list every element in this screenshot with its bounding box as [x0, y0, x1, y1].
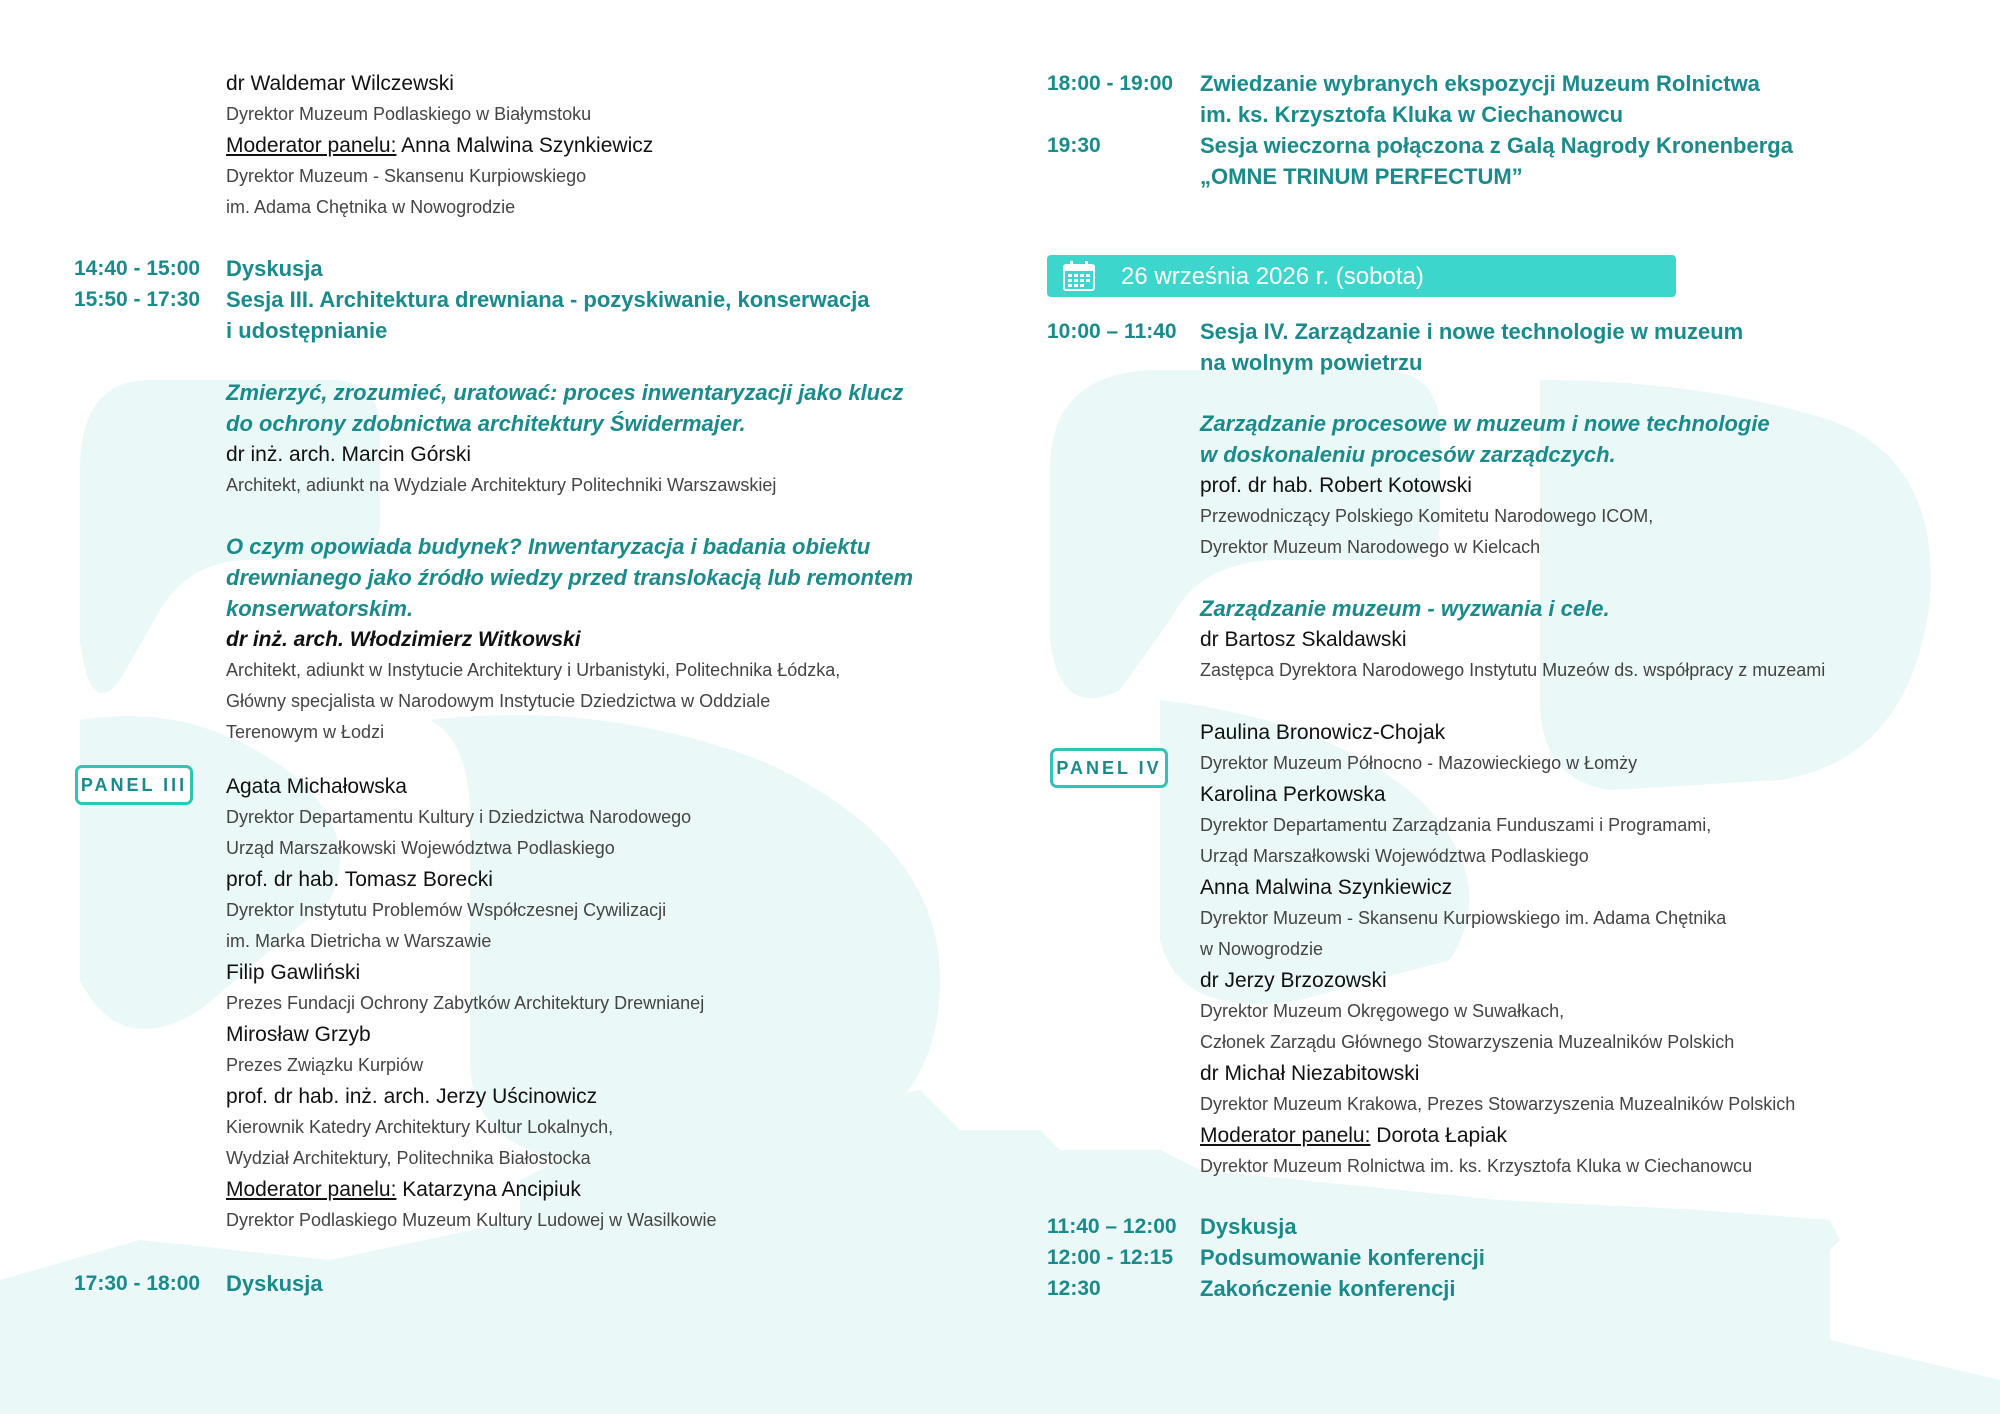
- talk-title-line: konserwatorskim.: [226, 596, 414, 621]
- person-description: Kierownik Katedry Architektury Kultur Lokalnych,: [226, 1117, 614, 1137]
- person-description: Dyrektor Muzeum Krakowa, Prezes Stowarzyszenia Muzealników Polskich: [1200, 1094, 1796, 1114]
- speaker-description: Główny specjalista w Narodowym Instytucie Dziedzictwa w Oddziale: [226, 691, 771, 711]
- talk-title-line: w doskonaleniu procesów zarządczych.: [1200, 442, 1616, 467]
- person-description: Dyrektor Muzeum Podlaskiego w Białymstoku: [226, 104, 592, 124]
- moderator-line: [226, 1174, 986, 1205]
- person-description: Dyrektor Muzeum Północno - Mazowieckiego w Łomży: [1200, 753, 1638, 773]
- panel-iii-badge: PANEL III: [75, 765, 193, 805]
- schedule-time: 10:00 – 11:40: [1047, 320, 1177, 343]
- schedule-time: 17:30 - 18:00: [74, 1272, 201, 1295]
- talk-title-line: Zarządzanie muzeum - wyzwania i cele.: [1200, 596, 1610, 621]
- schedule-time: 12:00 - 12:15: [1047, 1246, 1174, 1269]
- person-description: im. Adama Chętnika w Nowogrodzie: [226, 197, 516, 217]
- schedule-time: 15:50 - 17:30: [74, 288, 201, 311]
- talk-title-line: do ochrony zdobnictwa architektury Świdermajer.: [226, 411, 746, 436]
- schedule-row: [1047, 316, 1947, 378]
- person-description: Dyrektor Instytutu Problemów Współczesnej Cywilizacji: [226, 900, 667, 920]
- schedule-title: im. ks. Krzysztofa Kluka w Ciechanowcu: [1200, 102, 1624, 127]
- date-band: [1047, 255, 1676, 297]
- person-description: Prezes Związku Kurpiów: [226, 1055, 424, 1075]
- moderator-name: Dorota Łapiak: [1370, 1124, 1508, 1147]
- schedule-row: [1047, 1242, 1947, 1273]
- schedule-row: [74, 1268, 974, 1299]
- person-name: dr Michał Niezabitowski: [1200, 1062, 1420, 1085]
- person-description: Urząd Marszałkowski Województwa Podlaskiego: [1200, 846, 1589, 866]
- talk-title-line: Zmierzyć, zrozumieć, uratować: proces inwentaryzacji jako klucz: [226, 380, 904, 405]
- moderator-label: Moderator panelu:: [1200, 1124, 1371, 1147]
- schedule-row: [1047, 130, 1947, 192]
- schedule-title: Zakończenie konferencji: [1200, 1276, 1456, 1301]
- person-description: w Nowogrodzie: [1200, 939, 1324, 959]
- person-name: prof. dr hab. Tomasz Borecki: [226, 868, 493, 891]
- panel-iii-members: [226, 771, 986, 1236]
- person-name: Anna Malwina Szynkiewicz: [1200, 876, 1453, 899]
- speaker-description: Architekt, adiunkt na Wydziale Architektury Politechniki Warszawskiej: [226, 475, 777, 495]
- moderator-name: Katarzyna Ancipiuk: [396, 1178, 581, 1201]
- left-schedule-2: [74, 1268, 974, 1299]
- person-name: Mirosław Grzyb: [226, 1023, 371, 1046]
- person-description: Dyrektor Podlaskiego Muzeum Kultury Ludowej w Wasilkowie: [226, 1210, 717, 1230]
- person-name: prof. dr hab. inż. arch. Jerzy Uścinowicz: [226, 1085, 598, 1108]
- schedule-title: Sesja III. Architektura drewniana - pozyskiwanie, konserwacja: [226, 287, 870, 312]
- speaker-description: Terenowym w Łodzi: [226, 722, 385, 742]
- schedule-time: 18:00 - 19:00: [1047, 72, 1174, 95]
- person-name: dr Jerzy Brzozowski: [1200, 969, 1387, 992]
- talk-title-line: drewnianego jako źródło wiedzy przed translokacją lub remontem: [226, 565, 914, 590]
- person-description: Dyrektor Muzeum - Skansenu Kurpiowskiego im. Adama Chętnika: [1200, 908, 1727, 928]
- schedule-title: Sesja IV. Zarządzanie i nowe technologie w muzeum: [1200, 319, 1744, 344]
- right-schedule-1: [1047, 68, 1947, 192]
- schedule-title: „OMNE TRINUM PERFECTUM”: [1200, 164, 1523, 189]
- talk-skaldawski: [1200, 593, 1980, 686]
- person-description: Urząd Marszałkowski Województwa Podlaskiego: [226, 838, 615, 858]
- person-name: Paulina Bronowicz-Chojak: [1200, 721, 1446, 744]
- talk-title-line: O czym opowiada budynek? Inwentaryzacja i badania obiektu: [226, 534, 871, 559]
- talk-kotowski: [1200, 408, 1980, 563]
- person-name: Karolina Perkowska: [1200, 783, 1386, 806]
- schedule-row: [1047, 1273, 1947, 1304]
- talk-title-line: Zarządzanie procesowe w muzeum i nowe technologie: [1200, 411, 1770, 436]
- schedule-title: i udostępnianie: [226, 318, 388, 343]
- left-top-block: [226, 68, 986, 223]
- schedule-row: [74, 284, 974, 346]
- person-name: Filip Gawliński: [226, 961, 361, 984]
- left-schedule-1: [74, 253, 974, 346]
- moderator-label: Moderator panelu:: [226, 1178, 397, 1201]
- person-description: Dyrektor Departamentu Kultury i Dziedzictwa Narodowego: [226, 807, 692, 827]
- schedule-row: [1047, 68, 1947, 130]
- person-description: Wydział Architektury, Politechnika Białostocka: [226, 1148, 591, 1168]
- panel-iv-members: [1200, 717, 1980, 1182]
- schedule-row: [1047, 1211, 1947, 1242]
- person-description: im. Marka Dietricha w Warszawie: [226, 931, 492, 951]
- right-schedule-2: [1047, 316, 1947, 378]
- person-description: Dyrektor Departamentu Zarządzania Funduszami i Programami,: [1200, 815, 1712, 835]
- moderator-line: [226, 130, 986, 161]
- moderator-name: Anna Malwina Szynkiewicz: [396, 134, 654, 157]
- schedule-title: Dyskusja: [226, 1271, 323, 1296]
- person-description: Członek Zarządu Głównego Stowarzyszenia Muzealników Polskich: [1200, 1032, 1735, 1052]
- moderator-line: [1200, 1120, 1980, 1151]
- person-name: dr Waldemar Wilczewski: [226, 72, 454, 95]
- speaker-name: dr Bartosz Skaldawski: [1200, 628, 1407, 651]
- right-schedule-3: [1047, 1211, 1947, 1304]
- speaker-name: dr inż. arch. Marcin Górski: [226, 443, 472, 466]
- moderator-label: Moderator panelu:: [226, 134, 397, 157]
- speaker-name: dr inż. arch. Włodzimierz Witkowski: [226, 628, 581, 651]
- panel-iv-badge: PANEL IV: [1050, 748, 1168, 788]
- person-name: Agata Michałowska: [226, 775, 407, 798]
- person-description: Dyrektor Muzeum Rolnictwa im. ks. Krzysztofa Kluka w Ciechanowcu: [1200, 1156, 1753, 1176]
- person-description: Dyrektor Muzeum Okręgowego w Suwałkach,: [1200, 1001, 1565, 1021]
- schedule-title: na wolnym powietrzu: [1200, 350, 1423, 375]
- date-label: 26 września 2026 r. (sobota): [1121, 263, 1424, 290]
- schedule-row: [74, 253, 974, 284]
- calendar-icon: [1063, 261, 1095, 291]
- schedule-time: 19:30: [1047, 134, 1101, 157]
- speaker-description: Przewodniczący Polskiego Komitetu Narodowego ICOM,: [1200, 506, 1654, 526]
- schedule-title: Dyskusja: [1200, 1214, 1297, 1239]
- speaker-description: Architekt, adiunkt w Instytucie Architektury i Urbanistyki, Politechnika Łódzka,: [226, 660, 841, 680]
- person-description: Dyrektor Muzeum - Skansenu Kurpiowskiego: [226, 166, 587, 186]
- schedule-time: 14:40 - 15:00: [74, 257, 201, 280]
- schedule-title: Dyskusja: [226, 256, 323, 281]
- schedule-title: Zwiedzanie wybranych ekspozycji Muzeum Rolnictwa: [1200, 71, 1760, 96]
- talk-gorski: [226, 377, 986, 501]
- schedule-time: 12:30: [1047, 1277, 1101, 1300]
- person-description: Prezes Fundacji Ochrony Zabytków Architektury Drewnianej: [226, 993, 705, 1013]
- schedule-title: Sesja wieczorna połączona z Galą Nagrody Kronenberga: [1200, 133, 1793, 158]
- talk-witkowski: [226, 531, 986, 748]
- speaker-description: Zastępca Dyrektora Narodowego Instytutu Muzeów ds. współpracy z muzeami: [1200, 660, 1826, 680]
- speaker-description: Dyrektor Muzeum Narodowego w Kielcach: [1200, 537, 1541, 557]
- schedule-time: 11:40 – 12:00: [1047, 1215, 1177, 1238]
- speaker-name: prof. dr hab. Robert Kotowski: [1200, 474, 1472, 497]
- schedule-title: Podsumowanie konferencji: [1200, 1245, 1485, 1270]
